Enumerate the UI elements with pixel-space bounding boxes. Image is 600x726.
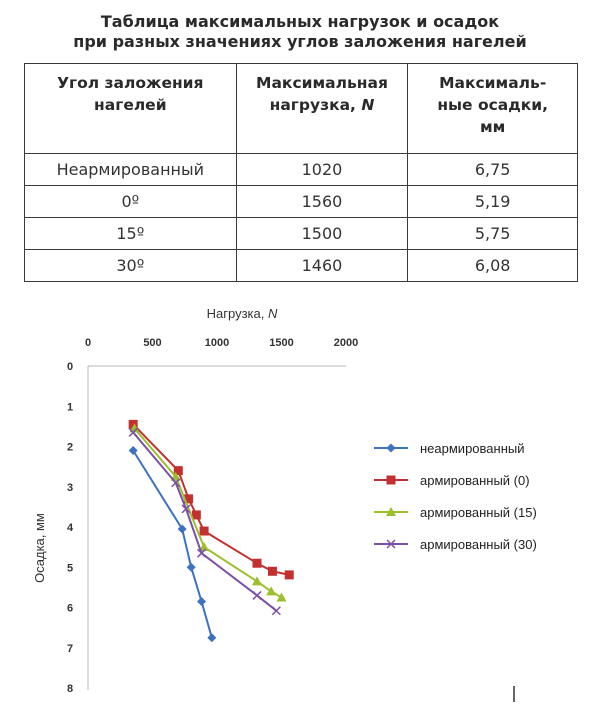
cell-angle: 15º [25,218,237,250]
legend-marker-1 [387,476,396,485]
cell-settlement: 6,75 [408,154,578,186]
x-tick-label: 1500 [269,337,294,349]
y-tick-label: 4 [66,522,74,534]
x-tick-label: 2000 [333,337,359,349]
y-axis-label: Осадка, мм [32,513,47,583]
table-title-line2: при разных значениях углов заложения нагелей [73,32,527,51]
data-point-1 [268,567,277,576]
data-point-2 [277,592,287,601]
header-settlement-line3: мм [480,118,506,136]
table-header-row [25,64,578,154]
y-tick-label: 8 [66,683,74,695]
chart-series [129,420,294,642]
y-tick-label: 7 [66,642,74,655]
data-point-2 [252,576,262,585]
header-load [236,64,408,154]
header-angle [25,64,237,154]
table-title-line1: Таблица максимальных нагрузок и осадок [100,12,500,31]
cell-settlement: 5,75 [408,218,578,250]
header-settlement [408,64,578,154]
table-title [0,12,600,52]
header-load-text: нагрузка, [269,96,362,114]
data-point-0 [207,633,216,642]
legend-marker-0 [387,444,396,453]
data-point-3 [272,607,280,615]
header-load-line1: Максимальная [256,74,388,92]
data-point-0 [187,563,196,572]
series-2 [129,423,286,601]
y-tick-label: 2 [66,441,74,454]
y-tick-label: 6 [66,602,74,615]
data-point-1 [285,570,294,579]
header-angle-line1: Угол заложения [57,74,204,92]
table-row [25,186,578,218]
data-point-0 [197,597,206,606]
header-angle-line2: нагелей [94,96,167,114]
legend-label-0: неармированный [420,441,525,456]
y-tick-label: 1 [66,401,74,414]
header-load-line2 [237,94,408,116]
y-tick-label: 3 [66,481,74,494]
cell-angle: 0º [25,186,237,218]
series-3 [129,428,280,614]
settlement-chart [0,290,600,726]
x-tick-label: 1000 [204,337,230,349]
x-axis-label: Нагрузка, N [206,306,278,321]
data-point-3 [253,591,261,599]
y-tick-label: 0 [66,361,74,373]
cell-load: 1500 [236,218,408,250]
cell-load: 1020 [236,154,408,186]
series-line-2 [134,428,281,597]
cell-settlement: 6,08 [408,250,578,282]
data-point-0 [129,446,138,455]
header-load-var: N [361,96,375,114]
loads-table [24,63,578,282]
table-row [25,250,578,282]
header-settlement-line1: Максималь- [439,74,547,92]
data-point-1 [252,559,261,568]
chart-legend [374,441,537,552]
cell-load: 1460 [236,250,408,282]
table-row [25,218,578,250]
table-row [25,154,578,186]
data-point-0 [178,525,187,534]
cell-settlement: 5,19 [408,186,578,218]
y-tick-label: 5 [66,562,74,575]
header-settlement-line2: ные осадки, [437,96,549,114]
legend-label-3: армированный (30) [420,537,537,552]
cell-angle: 30º [25,250,237,282]
legend-label-1: армированный (0) [420,473,530,488]
series-1 [129,420,294,580]
legend-label-2: армированный (15) [420,505,537,520]
data-point-1 [200,527,209,536]
x-tick-label: 0 [84,337,92,349]
cell-load: 1560 [236,186,408,218]
cell-angle: Неармированный [25,154,237,186]
x-tick-label: 500 [143,337,162,349]
